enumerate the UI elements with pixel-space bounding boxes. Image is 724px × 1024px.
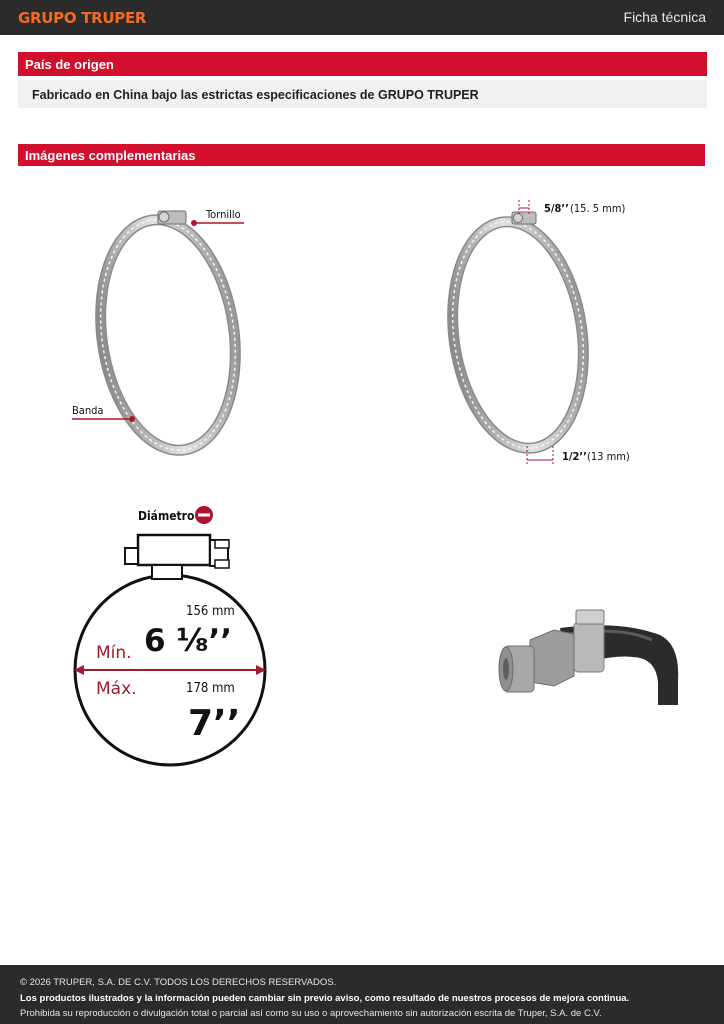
- clamp-parts-image: [60, 190, 320, 470]
- footer-notice: Los productos ilustrados y la información pueden cambiar sin previo aviso, como resultado de nuestros procesos de mejora continua.: [20, 992, 630, 1004]
- clamp-in-use-image: [490, 600, 685, 710]
- doc-type-label: Ficha técnica: [623, 9, 706, 25]
- footer-copyright: © 2026 TRUPER, S.A. DE C.V. TODOS LOS DERECHOS RESERVADOS.: [20, 977, 337, 988]
- max-label: Máx.: [96, 679, 137, 699]
- diameter-diagram: [60, 500, 290, 775]
- min-inch: 6 ⅛’’: [144, 623, 233, 659]
- footer: [0, 965, 724, 1024]
- min-mm: 156 mm: [186, 604, 235, 619]
- images-section-title: Imágenes complementarias: [18, 144, 705, 166]
- diameter-label: Diámetro: [138, 509, 195, 523]
- origin-text: Fabricado en China bajo las estrictas especificaciones de GRUPO TRUPER: [18, 80, 707, 108]
- head-width-mm: (15. 5 mm): [570, 202, 626, 215]
- max-inch: 7’’: [188, 703, 241, 744]
- clamp-dimensions-image: [440, 190, 670, 475]
- screw-label: Tornillo: [206, 208, 241, 221]
- band-width-inch: 1/2’’: [562, 450, 587, 463]
- brand-logo: GRUPO TRUPER: [18, 9, 147, 27]
- max-mm: 178 mm: [186, 681, 235, 696]
- band-label: Banda: [72, 404, 104, 417]
- footer-prohibition: Prohibida su reproducción o divulgación total o parcial así como su uso o aprovechamiento sin autorización escrita de Truper, S.A. de C.V.: [20, 1008, 602, 1019]
- origin-section-title: País de origen: [18, 52, 707, 76]
- top-bar: [0, 0, 724, 35]
- min-label: Mín.: [96, 643, 132, 663]
- band-width-mm: (13 mm): [587, 450, 630, 463]
- head-width-inch: 5/8’’: [544, 202, 569, 215]
